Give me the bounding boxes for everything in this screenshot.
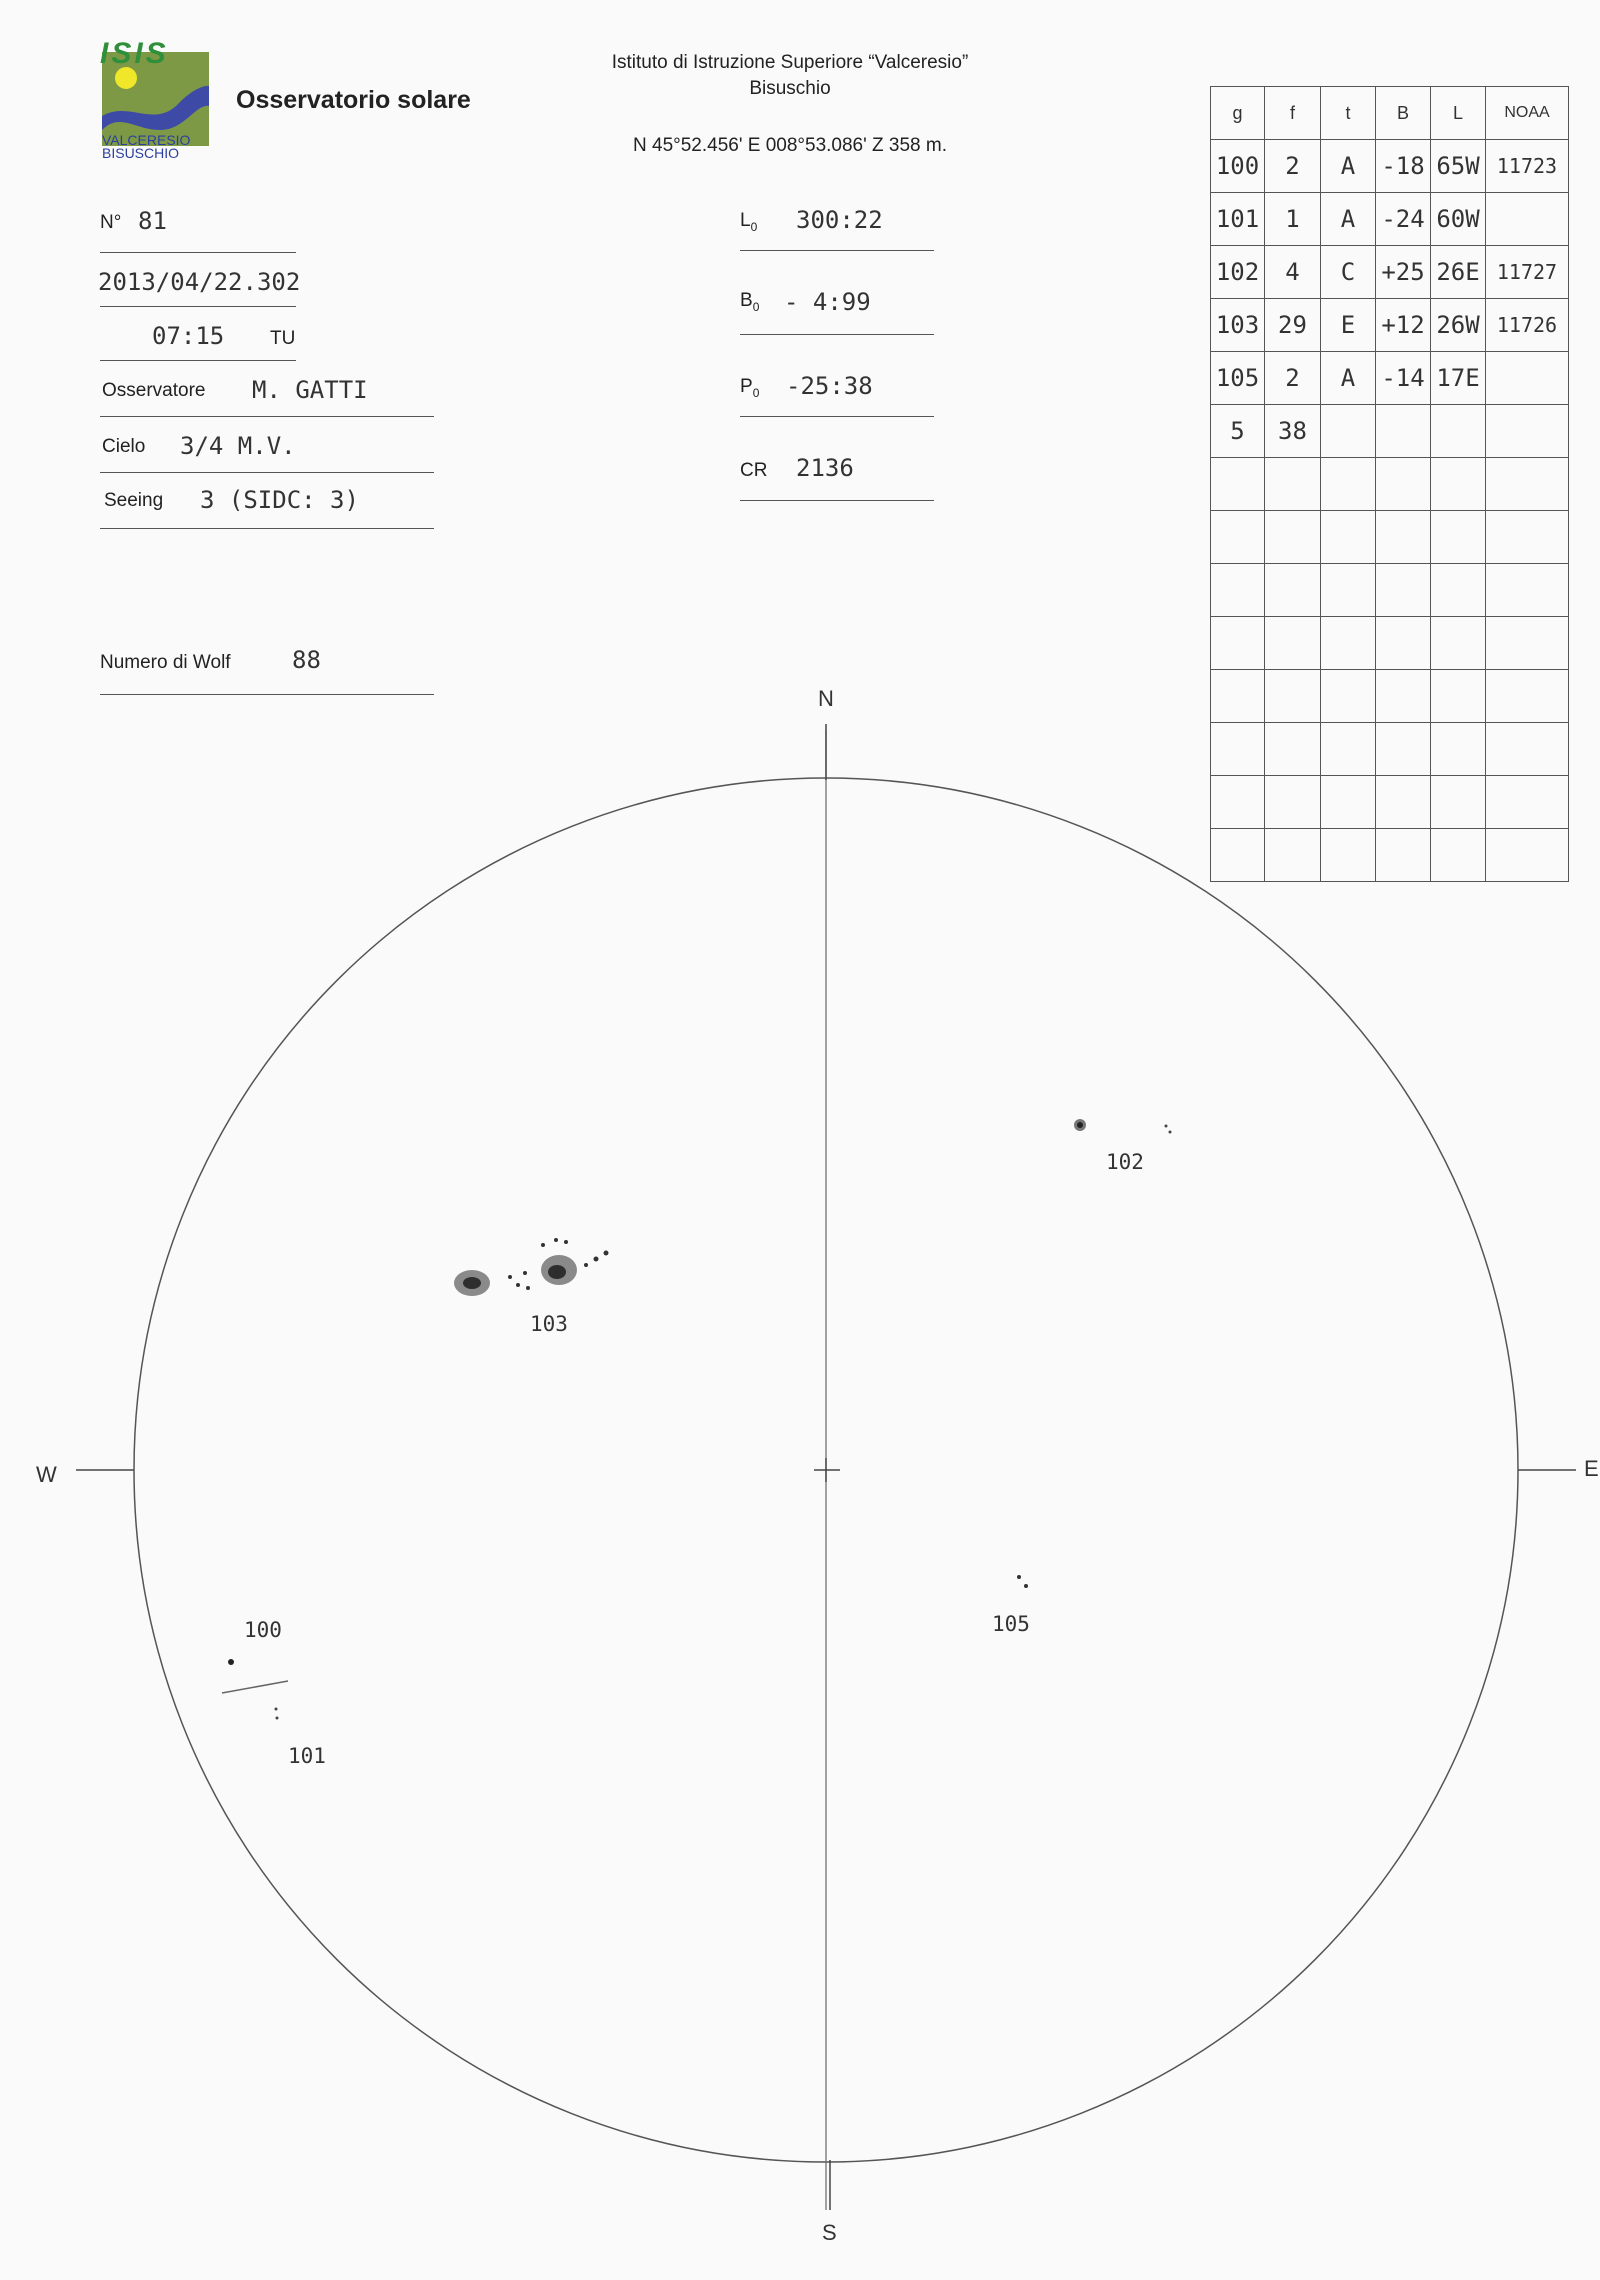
cell-f: 2 [1265,140,1321,193]
l0-subscript: 0 [750,219,758,234]
cell-t: A [1321,140,1376,193]
logo-text: ISIS [100,37,169,70]
observatory-title: Osservatorio solare [236,86,471,114]
logo-subtitle-line2: BISUSCHIO [102,145,180,161]
header-noaa: NOAA [1486,87,1569,140]
cell-t: E [1321,299,1376,352]
p0-letter: P [740,376,753,397]
wolf-label: Numero di Wolf [100,652,231,673]
cell-g: 105 [1211,352,1265,405]
cell-g: 5 [1211,405,1265,458]
observatory-coordinates: N 45°52.456' E 008°53.086' Z 358 m. [633,135,947,156]
cell-b: -18 [1376,140,1431,193]
compass-east: E [1584,1456,1599,1481]
wolf-value: 88 [292,646,321,674]
cell-l: 26W [1431,299,1486,352]
cell-l: 65W [1431,140,1486,193]
header-f: f [1265,87,1321,140]
b0-letter: B [740,290,753,311]
cell-f: 2 [1265,352,1321,405]
header-l: L [1431,87,1486,140]
sunspot-group-101 [275,1708,279,1720]
cell-b: +12 [1376,299,1431,352]
sky-label: Cielo [102,436,146,457]
header-g: g [1211,87,1265,140]
cell-t: C [1321,246,1376,299]
cell-l: 26E [1431,246,1486,299]
seeing-value: 3 (SIDC: 3) [200,486,359,514]
observer-label: Osservatore [102,380,206,401]
institute-name: Istituto di Istruzione Superiore “Valceresio” [611,52,969,73]
header-b: B [1376,87,1431,140]
p0-value: -25:38 [786,372,873,400]
cell-b: -24 [1376,193,1431,246]
compass-south: S [822,2220,837,2245]
cell-g: 100 [1211,140,1265,193]
b0-subscript: 0 [752,299,760,314]
cell-l: 60W [1431,193,1486,246]
institute-town: Bisuschio [749,78,831,99]
sunspot-group-100 [228,1659,234,1665]
compass-north: N [818,686,834,711]
cell-noaa: 11726 [1486,299,1569,352]
observer-value: M. GATTI [252,376,368,404]
group-label-100: 100 [244,1618,282,1642]
time-unit: TU [270,328,296,349]
seeing-label: Seeing [104,490,164,511]
cell-b: +25 [1376,246,1431,299]
cell-g: 101 [1211,193,1265,246]
date-value: 2013/04/22.302 [98,268,301,296]
cell-noaa: 11723 [1486,140,1569,193]
p0-subscript: 0 [752,385,760,400]
group-label-105: 105 [992,1612,1030,1636]
cell-f: 4 [1265,246,1321,299]
header-t: t [1321,87,1376,140]
cell-t: A [1321,193,1376,246]
number-value: 81 [138,207,167,235]
l0-letter: L [740,210,751,231]
cell-b: -14 [1376,352,1431,405]
cr-label: CR [740,460,768,481]
cell-f: 1 [1265,193,1321,246]
group-label-103: 103 [530,1312,568,1336]
l0-value: 300:22 [796,206,883,234]
sunspot-group-102 [1074,1119,1172,1134]
cell-noaa: 11727 [1486,246,1569,299]
cell-t: A [1321,352,1376,405]
cell-g: 103 [1211,299,1265,352]
group-separator-line [222,1681,288,1693]
logo-subtitle-line1: VALCERESIO [102,132,191,148]
sunspot-group-105 [1017,1575,1028,1588]
sunspot-group-103 [454,1238,609,1296]
cell-l: 17E [1431,352,1486,405]
sky-value: 3/4 M.V. [180,432,296,460]
group-label-102: 102 [1106,1150,1144,1174]
b0-value: - 4:99 [784,288,871,316]
cr-value: 2136 [796,454,854,482]
cell-f: 29 [1265,299,1321,352]
cell-g: 102 [1211,246,1265,299]
cell-f: 38 [1265,405,1321,458]
number-label: N° [100,212,122,233]
compass-west: W [36,1462,57,1487]
group-label-101: 101 [288,1744,326,1768]
time-value: 07:15 [152,322,225,350]
